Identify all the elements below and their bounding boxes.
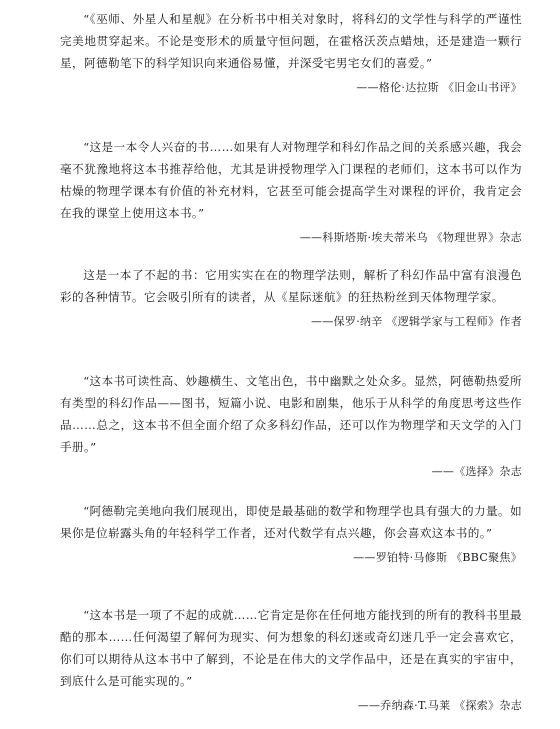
review-attribution: ——格伦·达拉斯 《旧金山书评》 bbox=[356, 81, 522, 94]
review-quote: “这本书是一项了不起的成就……它肯定是你在任何地方能找到的所有的教科书里最酷的那本……任何渴望了解何为现实、何为想象的科幻迷或奇幻迷几乎一定会喜欢它，你们可以期待从这本书中了解到，不论是在伟大的文学作品中，还是在真实的宇宙中，到底什么是可能实现的。” bbox=[60, 608, 522, 688]
review-quote: “《巫师、外星人和星舰》在分析书中相关对象时，将科幻的文学性与科学的严谨性完美地贯穿起来。不论是变形术的质量守恒问题，在霍格沃茨点蜡烛，还是建造一颗行星，阿德勒笔下的科学知识向来通俗易懂，并深受宅男宅女们的喜爱。” bbox=[60, 12, 522, 70]
review-quote: “这是一本令人兴奋的书……如果有人对物理学和科幻作品之间的关系感兴趣，我会毫不犹豫地将这本书推荐给他，尤其是讲授物理学入门课程的老师们，这本书可以作为枯燥的物理学课本有价值的补充材料，它甚至可能会提高学生对课程的评价，我肯定会在我的课堂上使用这本书。” bbox=[60, 140, 522, 220]
review-block bbox=[60, 500, 522, 566]
review-attribution: ——保罗·纳辛 《逻辑学家与工程师》作者 bbox=[311, 315, 522, 328]
review-block bbox=[60, 136, 522, 246]
review-block bbox=[60, 8, 522, 96]
review-quote: 这是一本了不起的书：它用实实在在的物理学法则，解析了科幻作品中富有浪漫色彩的各种情节。它会吸引所有的读者，从《星际迷航》的狂热粉丝到天体物理学家。 bbox=[60, 268, 522, 304]
review-block bbox=[60, 370, 522, 480]
review-block bbox=[60, 604, 522, 714]
review-quote: “阿德勒完美地向我们展现出，即使是最基础的数学和物理学也具有强大的力量。如果你是位崭露头角的年轻科学工作者，还对代数学有点兴趣，你会喜欢这本书的。” bbox=[60, 504, 522, 540]
review-attribution: ——《选择》杂志 bbox=[431, 465, 522, 478]
review-attribution: ——乔纳森·T.马莱 《探索》杂志 bbox=[357, 699, 522, 712]
review-block bbox=[60, 264, 522, 330]
review-attribution: ——罗铂特·马修斯 《BBC聚焦》 bbox=[353, 551, 522, 564]
review-attribution: ——科斯塔斯·埃夫蒂米乌 《物理世界》杂志 bbox=[299, 231, 522, 244]
review-quote: “这本书可读性高、妙趣横生、文笔出色，书中幽默之处众多。显然，阿德勒热爱所有类型的科幻作品——图书，短篇小说、电影和剧集，他乐于从科学的角度思考这些作品……总之，这本书不但全面介绍了众多科幻作品，还可以作为物理学和天文学的入门手册。” bbox=[60, 374, 522, 454]
